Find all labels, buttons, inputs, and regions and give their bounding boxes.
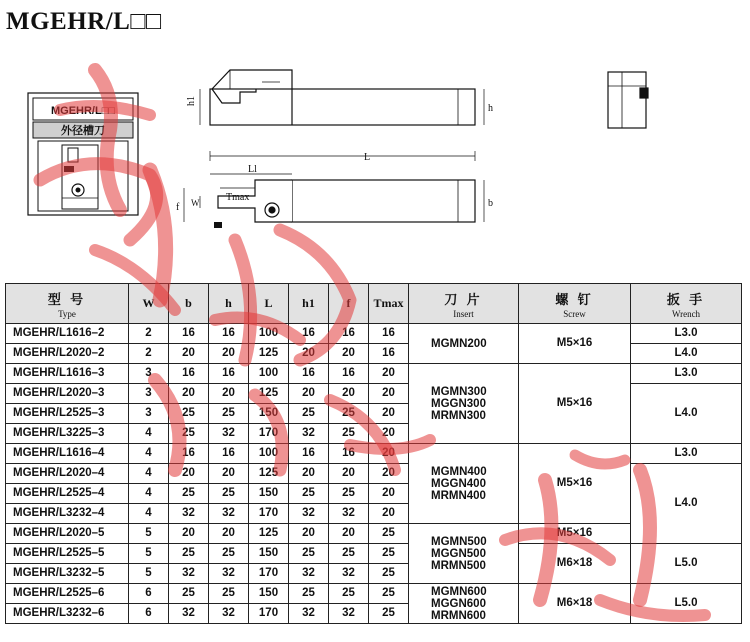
cell-insert [409, 524, 519, 584]
col-b: b [169, 284, 209, 324]
page-title: MGEHR/L□□ [6, 8, 162, 35]
col-Tmax: Tmax [369, 284, 409, 324]
cell-h1: 32 [289, 604, 329, 624]
cell-type: MGEHR/L2020–2 [6, 344, 129, 364]
cell-L: 125 [249, 464, 289, 484]
cell-screw: M5×16 [519, 524, 631, 544]
col-insert: 刀 片 Insert [409, 284, 519, 324]
cell-Tmax: 16 [369, 344, 409, 364]
cell-h1: 25 [289, 584, 329, 604]
cell-type: MGEHR/L3232–5 [6, 564, 129, 584]
cell-L: 100 [249, 364, 289, 384]
cell-L: 170 [249, 424, 289, 444]
table-row [6, 344, 742, 364]
cell-type: MGEHR/L2525–6 [6, 584, 129, 604]
cell-L: 100 [249, 444, 289, 464]
cell-type: MGEHR/L1616–4 [6, 444, 129, 464]
cell-L: 150 [249, 404, 289, 424]
cell-h: 16 [209, 364, 249, 384]
col-L: L [249, 284, 289, 324]
cell-type: MGEHR/L2020–5 [6, 524, 129, 544]
cell-h1: 25 [289, 484, 329, 504]
cell-Tmax: 16 [369, 324, 409, 344]
cell-W: 4 [129, 464, 169, 484]
table-row [6, 464, 742, 484]
cell-Tmax: 20 [369, 404, 409, 424]
top-view [184, 151, 484, 228]
table-row [6, 544, 742, 564]
table-row [6, 364, 742, 384]
cell-b: 25 [169, 584, 209, 604]
cell-h1: 16 [289, 364, 329, 384]
cell-L: 170 [249, 564, 289, 584]
cell-b: 20 [169, 344, 209, 364]
cell-L: 100 [249, 324, 289, 344]
cell-insert [409, 584, 519, 624]
col-h: h [209, 284, 249, 324]
cell-type: MGEHR/L3225–3 [6, 424, 129, 444]
cell-wrench: L5.0 [631, 544, 742, 584]
insert-code: MGGN500 [431, 547, 486, 560]
cell-h1: 20 [289, 464, 329, 484]
cell-W: 5 [129, 564, 169, 584]
col-screw: 螺 钉 Screw [519, 284, 631, 324]
cell-h1: 20 [289, 344, 329, 364]
insert-code: MRMN400 [431, 489, 486, 502]
cell-screw: M5×16 [519, 324, 631, 364]
cell-type: MGEHR/L1616–3 [6, 364, 129, 384]
cell-f: 16 [329, 444, 369, 464]
cell-screw: M6×18 [519, 584, 631, 624]
cell-f: 32 [329, 604, 369, 624]
cell-type: MGEHR/L2525–4 [6, 484, 129, 504]
cell-b: 25 [169, 484, 209, 504]
cell-L: 125 [249, 524, 289, 544]
cell-h: 20 [209, 344, 249, 364]
cell-Tmax: 25 [369, 544, 409, 564]
cell-f: 25 [329, 424, 369, 444]
cell-f: 20 [329, 524, 369, 544]
label-box-model: MGEHR/L□□ [50, 105, 116, 117]
cell-b: 32 [169, 504, 209, 524]
insert-code: MRMN500 [431, 559, 486, 572]
cell-W: 6 [129, 584, 169, 604]
cell-insert [409, 444, 519, 524]
cell-b: 20 [169, 524, 209, 544]
cell-W: 3 [129, 404, 169, 424]
cell-Tmax: 25 [369, 564, 409, 584]
cell-insert [409, 364, 519, 444]
cell-h1: 20 [289, 524, 329, 544]
cell-wrench: L4.0 [631, 344, 742, 364]
cell-f: 20 [329, 384, 369, 404]
cell-h1: 20 [289, 384, 329, 404]
cell-b: 16 [169, 364, 209, 384]
cell-h1: 16 [289, 324, 329, 344]
dim-L: L [364, 152, 371, 163]
cell-h: 25 [209, 484, 249, 504]
cell-type: MGEHR/L3232–6 [6, 604, 129, 624]
dim-Tmax: Tmax [226, 192, 250, 203]
cell-L: 150 [249, 484, 289, 504]
cell-f: 25 [329, 404, 369, 424]
cell-h: 20 [209, 524, 249, 544]
cell-W: 4 [129, 444, 169, 464]
insert-code: MGGN300 [431, 397, 486, 410]
cell-f: 16 [329, 324, 369, 344]
cell-h: 16 [209, 324, 249, 344]
cell-W: 4 [129, 484, 169, 504]
cell-W: 5 [129, 544, 169, 564]
cell-type: MGEHR/L2525–5 [6, 544, 129, 564]
cell-h1: 32 [289, 424, 329, 444]
insert-code: MGMN400 [431, 465, 487, 478]
cell-b: 32 [169, 604, 209, 624]
dim-f: f [176, 202, 180, 213]
cell-L: 150 [249, 584, 289, 604]
dim-b: b [488, 198, 493, 209]
cell-f: 25 [329, 544, 369, 564]
cell-L: 125 [249, 344, 289, 364]
cell-Tmax: 20 [369, 484, 409, 504]
table-row [6, 384, 742, 404]
insert-code: MGGN600 [431, 597, 486, 610]
dim-h1: h1 [186, 96, 197, 106]
cell-Tmax: 20 [369, 464, 409, 484]
cell-b: 25 [169, 424, 209, 444]
cell-h1: 32 [289, 564, 329, 584]
cell-h: 20 [209, 384, 249, 404]
table-row [6, 444, 742, 464]
cell-screw: M5×16 [519, 444, 631, 524]
cell-h: 16 [209, 444, 249, 464]
cell-Tmax: 20 [369, 444, 409, 464]
cell-h1: 16 [289, 444, 329, 464]
cell-W: 5 [129, 524, 169, 544]
insert-code: MGMN300 [431, 385, 487, 398]
cell-h1: 25 [289, 544, 329, 564]
cell-W: 3 [129, 364, 169, 384]
cell-h: 32 [209, 564, 249, 584]
col-W: W [129, 284, 169, 324]
cell-b: 16 [169, 324, 209, 344]
cell-b: 20 [169, 384, 209, 404]
cell-Tmax: 20 [369, 504, 409, 524]
cell-Tmax: 25 [369, 584, 409, 604]
cell-h: 20 [209, 464, 249, 484]
cell-Tmax: 20 [369, 424, 409, 444]
cell-b: 32 [169, 564, 209, 584]
cell-W: 2 [129, 324, 169, 344]
cell-Tmax: 25 [369, 604, 409, 624]
cell-h1: 25 [289, 404, 329, 424]
cell-type: MGEHR/L1616–2 [6, 324, 129, 344]
cell-type: MGEHR/L2020–3 [6, 384, 129, 404]
cell-W: 4 [129, 504, 169, 524]
cell-h: 25 [209, 584, 249, 604]
cell-f: 16 [329, 364, 369, 384]
insert-code: MRMN300 [431, 409, 486, 422]
cell-h: 32 [209, 604, 249, 624]
cell-f: 25 [329, 484, 369, 504]
cell-b: 25 [169, 544, 209, 564]
cell-wrench: L3.0 [631, 444, 742, 464]
insert-code: MRMN600 [431, 609, 486, 622]
table-header-row [6, 284, 742, 324]
cell-wrench: L3.0 [631, 364, 742, 384]
cell-h: 25 [209, 404, 249, 424]
cell-W: 4 [129, 424, 169, 444]
cell-L: 125 [249, 384, 289, 404]
cell-f: 25 [329, 584, 369, 604]
cell-wrench: L5.0 [631, 584, 742, 624]
cell-h: 32 [209, 504, 249, 524]
side-view [200, 70, 484, 125]
tool-holder-drawing [0, 48, 750, 280]
cell-f: 20 [329, 344, 369, 364]
spec-table [5, 283, 742, 624]
insert-code: MGMN500 [431, 535, 487, 548]
cell-b: 16 [169, 444, 209, 464]
label-box [28, 93, 138, 215]
cell-Tmax: 20 [369, 364, 409, 384]
label-box-name: 外径槽刀 [61, 124, 105, 137]
cell-L: 170 [249, 604, 289, 624]
insert-code: MGGN400 [431, 477, 486, 490]
dim-W: W [191, 198, 200, 208]
cell-L: 170 [249, 504, 289, 524]
col-f: f [329, 284, 369, 324]
cell-type: MGEHR/L2020–4 [6, 464, 129, 484]
cell-f: 20 [329, 464, 369, 484]
cell-h1: 32 [289, 504, 329, 524]
cell-W: 3 [129, 384, 169, 404]
table-row [6, 584, 742, 604]
cell-Tmax: 20 [369, 384, 409, 404]
col-type: 型 号 Type [6, 284, 129, 324]
cell-wrench: L3.0 [631, 324, 742, 344]
col-wrench: 扳 手 Wrench [631, 284, 742, 324]
cell-f: 32 [329, 564, 369, 584]
table-row [6, 324, 742, 344]
cell-Tmax: 25 [369, 524, 409, 544]
cell-h: 32 [209, 424, 249, 444]
cell-W: 2 [129, 344, 169, 364]
cell-f: 32 [329, 504, 369, 524]
cell-type: MGEHR/L2525–3 [6, 404, 129, 424]
cell-W: 6 [129, 604, 169, 624]
cell-wrench: L4.0 [631, 384, 742, 444]
cell-b: 25 [169, 404, 209, 424]
cell-L: 150 [249, 544, 289, 564]
cell-insert: MGMN200 [409, 324, 519, 364]
cell-h: 25 [209, 544, 249, 564]
cell-screw: M6×18 [519, 544, 631, 584]
dim-L1: Ll [248, 164, 257, 175]
dim-h: h [488, 103, 493, 114]
insert-code: MGMN600 [431, 585, 487, 598]
cell-screw: M5×16 [519, 364, 631, 444]
cell-wrench: L4.0 [631, 464, 742, 544]
cell-b: 20 [169, 464, 209, 484]
col-h1: h1 [289, 284, 329, 324]
cell-type: MGEHR/L3232–4 [6, 504, 129, 524]
end-view [608, 72, 648, 128]
